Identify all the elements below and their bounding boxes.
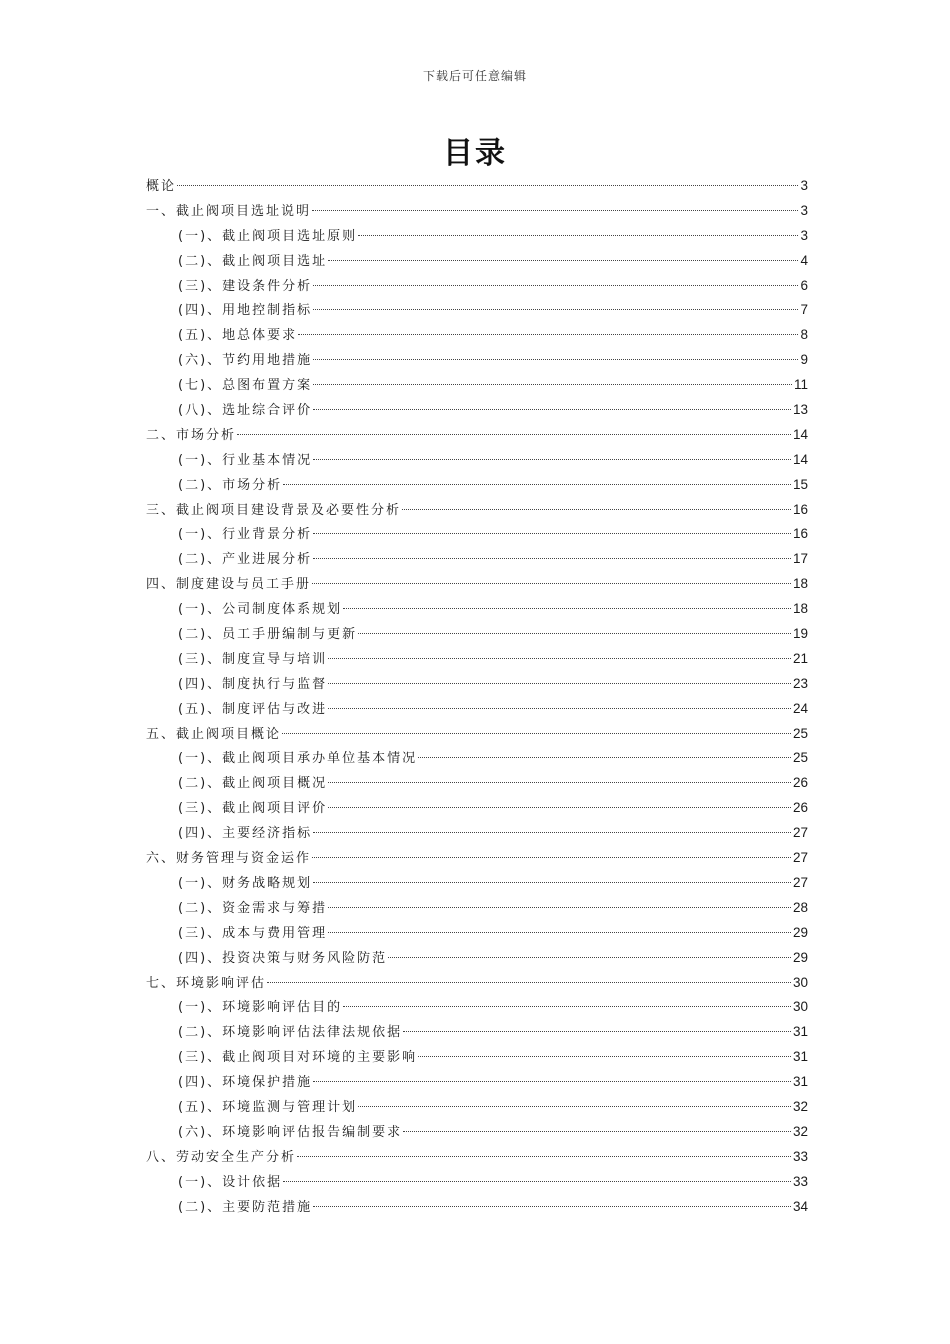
toc-entry[interactable]	[146, 1070, 808, 1095]
toc-entry-text: (二)、产业进展分析	[178, 552, 313, 568]
toc-entry[interactable]	[146, 249, 808, 274]
toc-dot-leader	[313, 459, 791, 460]
toc-page-number: 3	[800, 178, 808, 193]
toc-entry[interactable]	[146, 448, 808, 473]
toc-entry[interactable]	[146, 597, 808, 622]
toc-entry-text: (四)、主要经济指标	[178, 826, 313, 842]
toc-dot-leader	[283, 484, 791, 485]
toc-entry-text: (三)、建设条件分析	[178, 278, 313, 294]
toc-entry[interactable]	[146, 1095, 808, 1120]
toc-dot-leader	[403, 1031, 791, 1032]
toc-entry-text: (一)、行业背景分析	[178, 527, 313, 543]
toc-entry-text: (二)、环境影响评估法律法规依据	[178, 1025, 403, 1041]
toc-page-number: 28	[792, 899, 808, 915]
toc-page-number: 23	[792, 675, 808, 691]
toc-entry[interactable]	[146, 672, 808, 697]
toc-entry-text: (二)、资金需求与筹措	[178, 900, 328, 916]
toc-entry-text: (五)、地总体要求	[178, 328, 298, 344]
toc-entry[interactable]	[146, 323, 808, 348]
toc-page-number: 32	[792, 1123, 808, 1139]
toc-entry-text: (三)、截止阀项目对环境的主要影响	[178, 1050, 418, 1066]
toc-entry-text: (六)、环境影响评估报告编制要求	[178, 1124, 403, 1140]
toc-entry[interactable]	[146, 771, 808, 796]
toc-dot-leader	[313, 285, 798, 286]
toc-page-number: 33	[792, 1148, 808, 1164]
toc-entry-text: (一)、公司制度体系规划	[178, 602, 343, 618]
toc-entry-text: (一)、截止阀项目承办单位基本情况	[178, 751, 418, 767]
toc-entry[interactable]	[146, 373, 808, 398]
toc-entry[interactable]	[146, 647, 808, 672]
toc-dot-leader	[313, 384, 792, 385]
toc-page-number: 18	[792, 601, 808, 617]
toc-entry-text: (一)、行业基本情况	[178, 452, 313, 468]
toc-dot-leader	[313, 533, 791, 534]
toc-dot-leader	[313, 882, 791, 883]
toc-dot-leader	[343, 1006, 791, 1007]
toc-page-number: 18	[792, 576, 808, 592]
toc-page-number: 31	[792, 1074, 808, 1090]
toc-entry-text: (七)、总图布置方案	[178, 378, 313, 394]
toc-entry[interactable]	[146, 1020, 808, 1045]
toc-entry[interactable]	[146, 224, 808, 249]
toc-page-number: 19	[792, 626, 808, 642]
toc-entry-text: (四)、用地控制指标	[178, 303, 313, 319]
toc-entry[interactable]	[146, 946, 808, 971]
toc-dot-leader	[312, 583, 791, 584]
toc-dot-leader	[313, 359, 798, 360]
toc-entry-text: (一)、截止阀项目选址原则	[178, 228, 358, 244]
toc-entry[interactable]	[146, 473, 808, 498]
toc-page-number: 3	[800, 202, 808, 218]
toc-page-number: 34	[792, 1198, 808, 1214]
toc-dot-leader	[343, 608, 791, 609]
toc-page-number: 33	[792, 1173, 808, 1189]
toc-title: 目录	[443, 136, 507, 171]
toc-entry-text: (二)、截止阀项目概况	[178, 776, 328, 792]
toc-dot-leader	[313, 832, 791, 833]
toc-entry[interactable]	[146, 398, 808, 423]
toc-page-number: 8	[800, 327, 808, 343]
toc-page-number: 27	[792, 825, 808, 841]
toc-entry-text: 概论	[146, 179, 177, 194]
toc-entry-text: (二)、员工手册编制与更新	[178, 627, 358, 643]
toc-dot-leader	[328, 260, 798, 261]
toc-entry[interactable]	[146, 1170, 808, 1195]
toc-dot-leader	[328, 782, 791, 783]
toc-dot-leader	[358, 1106, 791, 1107]
toc-page-number: 31	[792, 1049, 808, 1065]
toc-entry[interactable]	[146, 746, 808, 771]
toc-dot-leader	[358, 633, 791, 634]
toc-page-number: 6	[800, 277, 808, 293]
toc-page-number: 11	[793, 377, 808, 393]
toc-dot-leader	[297, 1156, 791, 1157]
toc-dot-leader	[313, 558, 791, 559]
table-of-contents	[146, 174, 808, 1219]
toc-page-number: 31	[792, 1024, 808, 1040]
toc-dot-leader	[328, 932, 791, 933]
toc-entry-text: 五、截止阀项目概论	[146, 726, 282, 742]
toc-page-number: 15	[792, 476, 808, 492]
toc-entry[interactable]	[146, 274, 808, 299]
toc-entry-text: (五)、环境监测与管理计划	[178, 1099, 358, 1115]
toc-entry[interactable]	[146, 1120, 808, 1145]
toc-entry-text: (一)、设计依据	[178, 1174, 283, 1190]
toc-entry[interactable]	[146, 896, 808, 921]
toc-entry-text: (四)、制度执行与监督	[178, 676, 328, 692]
toc-dot-leader	[328, 658, 791, 659]
toc-entry[interactable]	[146, 522, 808, 547]
toc-dot-leader	[267, 982, 791, 983]
toc-entry[interactable]	[146, 995, 808, 1020]
toc-entry[interactable]	[146, 846, 808, 871]
toc-page-number: 9	[800, 352, 808, 368]
toc-entry[interactable]	[146, 821, 808, 846]
toc-entry-text: (一)、财务战略规划	[178, 875, 313, 891]
toc-page-number: 14	[792, 451, 808, 467]
toc-page-number: 24	[792, 700, 808, 716]
toc-dot-leader	[328, 683, 791, 684]
toc-entry-text: (二)、主要防范措施	[178, 1199, 313, 1215]
toc-dot-leader	[313, 1206, 791, 1207]
toc-entry[interactable]	[146, 722, 808, 747]
toc-entry-text: (六)、节约用地措施	[178, 353, 313, 369]
toc-entry[interactable]	[146, 1195, 808, 1220]
toc-entry-text: (二)、截止阀项目选址	[178, 253, 328, 269]
toc-entry[interactable]	[146, 572, 808, 597]
toc-entry[interactable]	[146, 697, 808, 722]
toc-entry[interactable]	[146, 622, 808, 647]
toc-page-number: 16	[792, 501, 808, 517]
toc-page-number: 7	[800, 302, 808, 318]
toc-entry[interactable]	[146, 871, 808, 896]
toc-entry-text: 二、市场分析	[146, 427, 237, 443]
toc-page-number: 29	[792, 924, 808, 940]
toc-entry[interactable]	[146, 547, 808, 572]
toc-dot-leader	[283, 1181, 791, 1182]
toc-dot-leader	[237, 434, 791, 435]
toc-dot-leader	[313, 309, 798, 310]
toc-entry-text: (二)、市场分析	[178, 477, 283, 493]
toc-entry[interactable]	[146, 796, 808, 821]
toc-entry-text: (四)、环境保护措施	[178, 1075, 313, 1091]
toc-page-number: 3	[800, 227, 808, 243]
toc-page-number: 16	[792, 526, 808, 542]
toc-entry[interactable]	[146, 423, 808, 448]
toc-entry[interactable]	[146, 971, 808, 996]
toc-dot-leader	[312, 857, 791, 858]
toc-page-number: 30	[792, 999, 808, 1015]
toc-dot-leader	[177, 185, 798, 186]
toc-entry-text: 一、截止阀项目选址说明	[146, 203, 312, 219]
toc-dot-leader	[313, 409, 791, 410]
toc-dot-leader	[418, 1056, 791, 1057]
toc-entry-text: (三)、制度宣导与培训	[178, 651, 328, 667]
toc-page-number: 32	[792, 1098, 808, 1114]
toc-dot-leader	[358, 235, 798, 236]
toc-page-number: 29	[792, 949, 808, 965]
toc-page-number: 13	[792, 402, 808, 418]
toc-dot-leader	[298, 334, 798, 335]
toc-entry[interactable]	[146, 348, 808, 373]
toc-dot-leader	[418, 757, 791, 758]
toc-entry[interactable]	[146, 1045, 808, 1070]
toc-entry-text: (一)、环境影响评估目的	[178, 1000, 343, 1016]
toc-page-number: 25	[792, 750, 808, 766]
toc-entry[interactable]	[146, 921, 808, 946]
toc-dot-leader	[388, 957, 791, 958]
toc-dot-leader	[328, 708, 791, 709]
toc-entry-text: 六、财务管理与资金运作	[146, 851, 312, 867]
toc-dot-leader	[403, 1131, 791, 1132]
toc-page-number: 17	[792, 551, 808, 567]
toc-page-number: 26	[792, 800, 808, 816]
toc-entry[interactable]	[146, 298, 808, 323]
toc-page-number: 27	[792, 850, 808, 866]
toc-page-number: 25	[792, 725, 808, 741]
toc-entry[interactable]	[146, 498, 808, 523]
toc-dot-leader	[328, 807, 791, 808]
toc-entry-text: (三)、成本与费用管理	[178, 925, 328, 941]
toc-page-number: 21	[792, 650, 808, 666]
toc-entry[interactable]	[146, 199, 808, 224]
toc-dot-leader	[328, 907, 791, 908]
toc-page-number: 14	[792, 426, 808, 442]
toc-dot-leader	[312, 210, 798, 211]
toc-page-number: 30	[792, 974, 808, 990]
toc-page-number: 4	[800, 252, 808, 268]
toc-entry-text: 七、环境影响评估	[146, 975, 267, 991]
toc-entry-text: (八)、选址综合评价	[178, 403, 313, 419]
toc-dot-leader	[313, 1081, 791, 1082]
toc-entry[interactable]	[146, 1145, 808, 1170]
toc-entry-text: 四、制度建设与员工手册	[146, 577, 312, 593]
toc-entry-text: (三)、截止阀项目评价	[178, 801, 328, 817]
toc-entry-text: (五)、制度评估与改进	[178, 701, 328, 717]
toc-entry-text: (四)、投资决策与财务风险防范	[178, 950, 388, 966]
header-note: 下载后可任意编辑	[422, 69, 527, 83]
toc-dot-leader	[282, 733, 791, 734]
toc-entry-text: 三、截止阀项目建设背景及必要性分析	[146, 502, 402, 518]
toc-page-number: 27	[792, 874, 808, 890]
toc-dot-leader	[402, 509, 791, 510]
toc-entry-text: 八、劳动安全生产分析	[146, 1149, 297, 1165]
toc-page-number: 26	[792, 775, 808, 791]
toc-entry[interactable]	[146, 174, 808, 199]
